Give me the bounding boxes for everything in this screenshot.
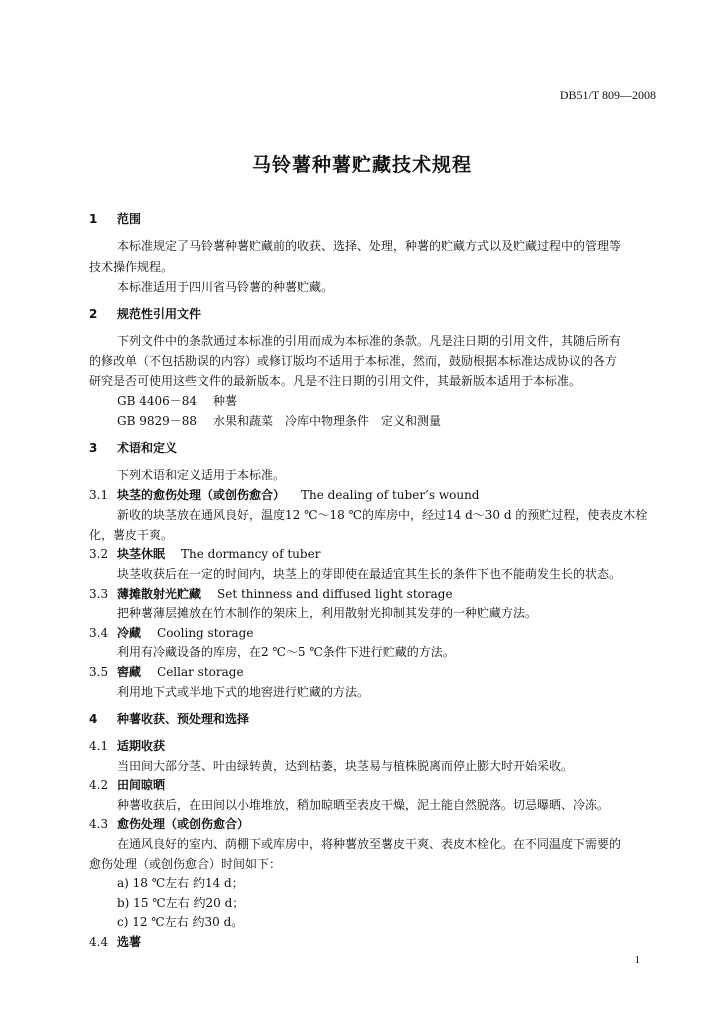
reference-code: GB 9829－88 [117, 414, 198, 428]
section-3-heading [89, 440, 656, 456]
term-zh: 块茎休眠 [117, 547, 166, 561]
clause-number: 4.4 [89, 935, 109, 949]
term-heading [89, 664, 656, 680]
section-number: 3 [89, 441, 98, 455]
paragraph-line: 种薯收获后，在田间以小堆堆放，稍加晾晒至表皮干燥，泥土能自然脱落。切忌曝晒、冷冻。 [117, 798, 610, 812]
section-2-heading [89, 306, 656, 322]
term-zh: 窖藏 [117, 665, 142, 679]
definition-line: 把种薯薄层摊放在竹木制作的架床上，利用散射光抑制其发芽的一种贮藏方法。 [117, 606, 538, 620]
definition-line: 利用有冷藏设备的库房，在2 ℃～5 ℃条件下进行贮藏的方法。 [117, 645, 455, 659]
clause-number: 3.4 [89, 626, 109, 640]
term-heading [89, 625, 656, 641]
clause-heading [89, 738, 656, 754]
paragraph-line: 研究是否可使用这些文件的最新版本。凡是不注日期的引用文件，其最新版本适用于本标准。 [89, 374, 582, 388]
term-en: Cellar storage [157, 665, 244, 679]
reference-item [117, 413, 656, 429]
paragraph-line: 的修改单（不包括勘误的内容）或修订版均不适用于本标准，然而，鼓励根据本标准达成协议的各方 [89, 354, 618, 368]
definition-line: 块茎收获后在一定的时间内，块茎上的芽即使在最适宜其生长的条件下也不能萌发生长的状态。 [117, 567, 622, 581]
standard-code: DB51/T 809—2008 [559, 88, 656, 102]
clause-number: 4.3 [89, 817, 109, 831]
paragraph-line: 在通风良好的室内、荫棚下或库房中，将种薯放至薯皮干爽、表皮木栓化。在不同温度下需要的 [117, 837, 622, 851]
reference-code: GB 4406－84 [117, 394, 198, 408]
reference-title: 种薯 [213, 394, 238, 408]
term-en: The dealing of tuber’s wound [301, 488, 480, 502]
section-number: 1 [89, 212, 98, 226]
section-1-heading [89, 211, 656, 227]
clause-heading [89, 934, 656, 950]
section-title: 种薯收获、预处理和选择 [117, 712, 250, 726]
paragraph-line: 技术操作规程。 [89, 260, 174, 274]
section-number: 2 [89, 307, 98, 321]
term-en: The dormancy of tuber [181, 547, 321, 561]
clause-title: 田间晾晒 [117, 778, 166, 792]
term-en: Set thinness and diffused light storage [217, 587, 453, 601]
term-zh: 块茎的愈伤处理（或创伤愈合） [117, 488, 286, 502]
clause-heading [89, 816, 656, 832]
clause-number: 4.1 [89, 739, 109, 753]
term-zh: 冷藏 [117, 626, 142, 640]
list-item: b) 15 ℃左右 约20 d； [117, 896, 245, 910]
definition-line: 利用地下式或半地下式的地窖进行贮藏的方法。 [117, 685, 370, 699]
paragraph-line: 当田间大部分茎、叶由绿转黄，达到枯萎，块茎易与植株脱离而停止膨大时开始采收。 [117, 759, 574, 773]
definition-line: 化，薯皮干爽。 [89, 528, 174, 542]
paragraph-line: 愈伤处理（或创伤愈合）时间如下： [89, 857, 282, 871]
paragraph-line: 本标准适用于四川省马铃薯的种薯贮藏。 [117, 280, 334, 294]
clause-number: 3.5 [89, 665, 109, 679]
term-zh: 薄摊散射光贮藏 [117, 587, 202, 601]
document-title: 马铃薯种薯贮藏技术规程 [251, 154, 472, 176]
term-heading [89, 487, 656, 503]
term-heading [89, 586, 656, 602]
section-title: 术语和定义 [117, 441, 178, 455]
clause-number: 4.2 [89, 778, 109, 792]
clause-number: 3.1 [89, 488, 109, 502]
list-item: a) 18 ℃左右 约14 d； [117, 876, 244, 890]
list-item: c) 12 ℃左右 约30 d。 [117, 915, 244, 929]
clause-number: 3.2 [89, 547, 109, 561]
paragraph-line: 本标准规定了马铃薯种薯贮藏前的收获、选择、处理，种薯的贮藏方式以及贮藏过程中的管理等 [117, 239, 622, 253]
clause-title: 适期收获 [117, 739, 166, 753]
clause-number: 3.3 [89, 587, 109, 601]
section-number: 4 [89, 712, 98, 726]
paragraph-line: 下列术语和定义适用于本标准。 [117, 468, 286, 482]
term-heading [89, 546, 656, 562]
reference-item [117, 393, 656, 409]
clause-heading [89, 777, 656, 793]
term-en: Cooling storage [157, 626, 254, 640]
clause-title: 愈伤处理（或创伤愈合） [117, 817, 250, 831]
reference-title: 水果和蔬菜 冷库中物理条件 定义和测量 [213, 414, 442, 428]
section-4-heading [89, 711, 656, 727]
section-title: 规范性引用文件 [117, 307, 202, 321]
page-number: 1 [634, 954, 640, 966]
clause-title: 选薯 [117, 935, 142, 949]
section-title: 范围 [117, 212, 142, 226]
definition-line: 新收的块茎放在通风良好，温度12 ℃～18 ℃的库房中，经过14 d～30 d 的预贮过程，使表皮木栓 [117, 508, 648, 522]
paragraph-line: 下列文件中的条款通过本标准的引用而成为本标准的条款。凡是注日期的引用文件，其随后所有 [117, 334, 622, 348]
